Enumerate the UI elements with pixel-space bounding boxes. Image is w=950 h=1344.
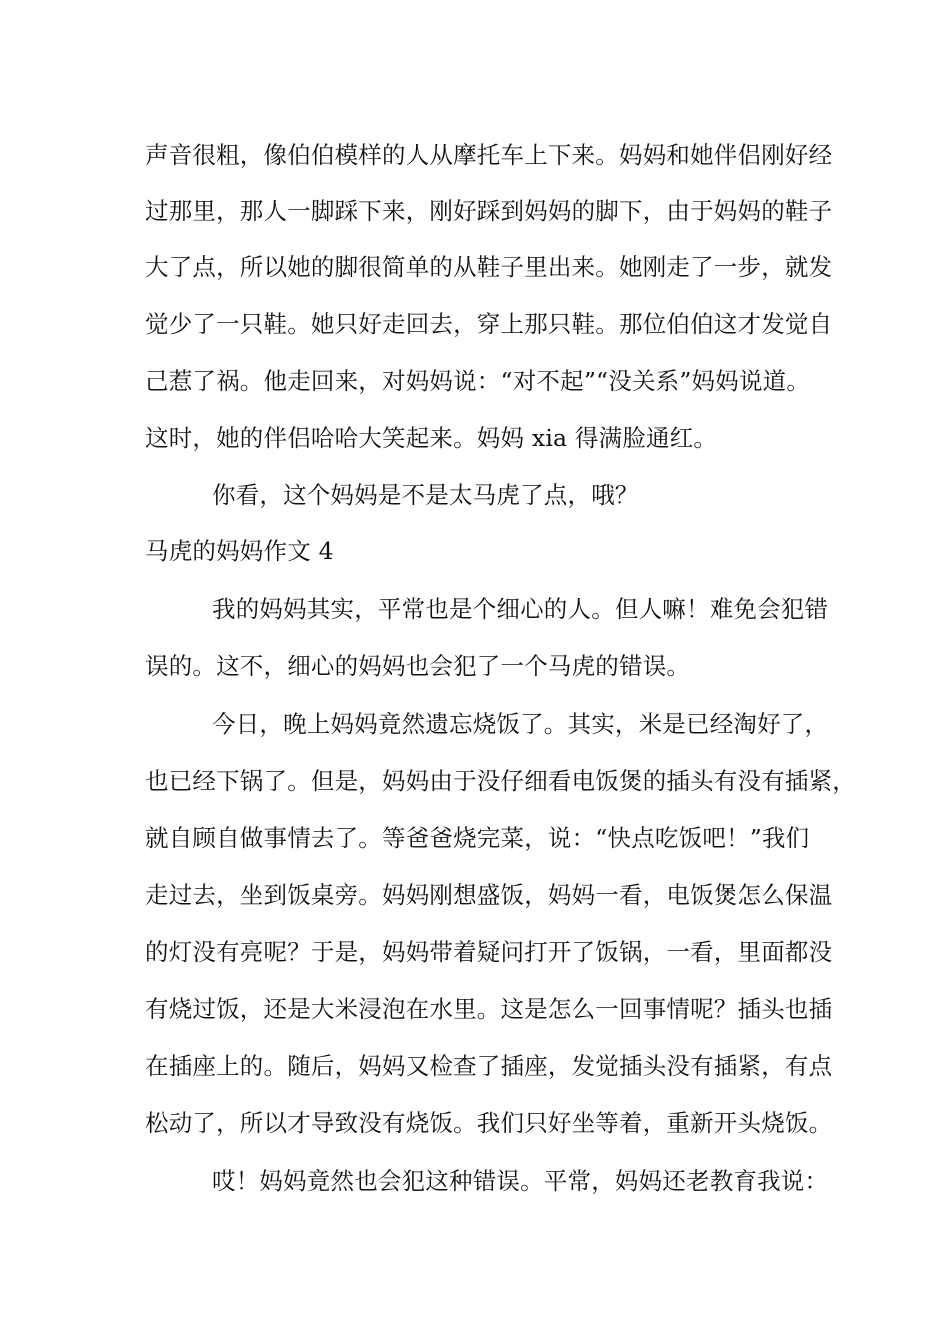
paragraph-line: 声音很粗，像伯伯模样的人从摩托车上下来。妈妈和她伴侣刚好经 xyxy=(145,141,833,169)
paragraph-line: 哎！妈妈竟然也会犯这种错误。平常，妈妈还老教育我说： xyxy=(212,1167,829,1195)
section-heading: 马虎的妈妈作文 4 xyxy=(145,537,334,565)
paragraph-line: 有烧过饭，还是大米浸泡在水里。这是怎么一回事情呢？插头也插 xyxy=(145,995,833,1023)
paragraph-line: 的灯没有亮呢？于是，妈妈带着疑问打开了饭锅，一看，里面都没 xyxy=(145,938,833,966)
paragraph-line: 这时，她的伴侣哈哈大笑起来。妈妈 xia 得满脸通红。 xyxy=(145,424,718,452)
paragraph-line: 过那里，那人一脚踩下来，刚好踩到妈妈的脚下，由于妈妈的鞋子 xyxy=(145,197,833,225)
paragraph-line: 误的。这不，细心的妈妈也会犯了一个马虎的错误。 xyxy=(145,652,691,680)
paragraph-line: 我的妈妈其实，平常也是个细心的人。但人嘛！难免会犯错 xyxy=(212,595,829,623)
paragraph-line: 走过去，坐到饭桌旁。妈妈刚想盛饭，妈妈一看，电饭煲怎么保温 xyxy=(145,881,833,909)
paragraph-line: 也已经下锅了。但是，妈妈由于没仔细看电饭煲的插头有没有插紧， xyxy=(145,767,856,795)
paragraph-line: 松动了，所以才导致没有烧饭。我们只好坐等着，重新开头烧饭。 xyxy=(145,1109,833,1137)
paragraph-line: 就自顾自做事情去了。等爸爸烧完菜，说：“快点吃饭吧！”我们 xyxy=(145,824,810,852)
paragraph-line: 觉少了一只鞋。她只好走回去，穿上那只鞋。那位伯伯这才发觉自 xyxy=(145,310,833,338)
paragraph-line: 大了点，所以她的脚很简单的从鞋子里出来。她刚走了一步，就发 xyxy=(145,253,833,281)
paragraph-line: 你看，这个妈妈是不是太马虎了点，哦？ xyxy=(212,481,639,509)
paragraph-line: 己惹了祸。他走回来，对妈妈说：“对不起”“没关系”妈妈说道。 xyxy=(145,367,811,395)
paragraph-line: 在插座上的。随后，妈妈又检查了插座，发觉插头没有插紧，有点 xyxy=(145,1052,833,1080)
paragraph-line: 今日，晚上妈妈竟然遗忘烧饭了。其实，米是已经淘好了， xyxy=(212,710,829,738)
